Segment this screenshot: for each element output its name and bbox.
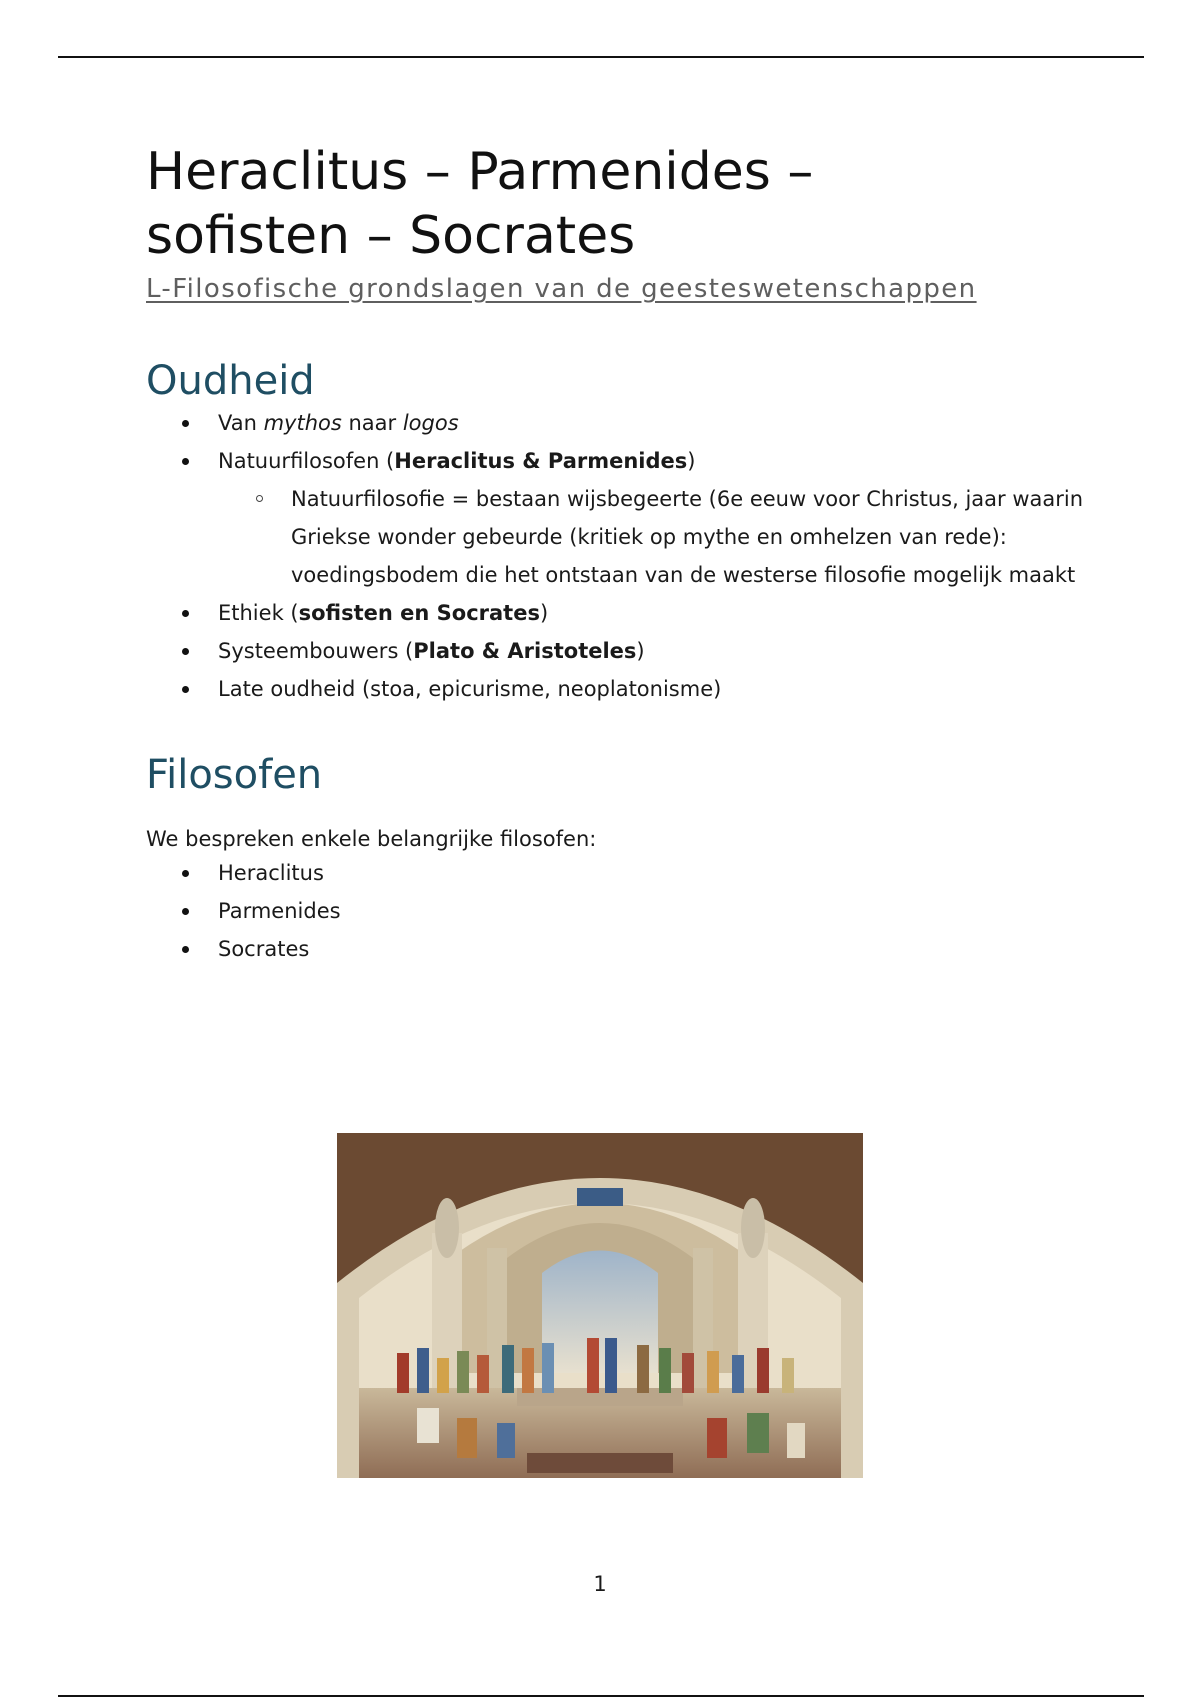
filosofen-intro: We bespreken enkele belangrijke filosofen: bbox=[146, 827, 597, 851]
heading-filosofen: Filosofen bbox=[146, 752, 323, 798]
title-line-2: sofisten – Socrates bbox=[146, 206, 636, 266]
bullet-icon bbox=[182, 420, 189, 427]
page-content bbox=[146, 140, 1084, 968]
list-item: Ethiek (sofisten en Socrates) bbox=[146, 594, 1076, 632]
bullet-icon bbox=[182, 946, 189, 953]
oudheid-list bbox=[146, 404, 1084, 708]
list-item: Van mythos naar logos bbox=[146, 404, 1076, 442]
circle-bullet-icon bbox=[256, 495, 263, 502]
school-of-athens-image bbox=[337, 1133, 863, 1478]
document-title bbox=[146, 140, 906, 268]
document-subtitle: L-Filosofische grondslagen van de geesteswetenschappen bbox=[146, 274, 977, 304]
page-number: 1 bbox=[593, 1572, 607, 1596]
bullet-icon bbox=[182, 908, 189, 915]
list-item: Natuurfilosofen (Heraclitus & Parmenides) Natuurfilosofie = bestaan wijsbegeerte (6e eeuw voor Christus, jaar waarin Griekse wonder gebeurde (kritiek op mythe en omhelzen van rede): voedingsbodem die het ontstaan van de westerse filosofie mogelijk maakt bbox=[146, 442, 1076, 594]
heading-oudheid: Oudheid bbox=[146, 358, 315, 404]
list-item: Systeembouwers (Plato & Aristoteles) bbox=[146, 632, 1076, 670]
title-line-1: Heraclitus – Parmenides – bbox=[146, 142, 814, 202]
list-item: Heraclitus bbox=[146, 854, 1076, 892]
bullet-icon bbox=[182, 686, 189, 693]
bullet-icon bbox=[182, 870, 189, 877]
bullet-icon bbox=[182, 458, 189, 465]
list-item: Parmenides bbox=[146, 892, 1076, 930]
sub-list-item: Natuurfilosofie = bestaan wijsbegeerte (6e eeuw voor Christus, jaar waarin Griekse wonder gebeurde (kritiek op mythe en omhelzen van rede): voedingsbodem die het ontstaan van de westerse filosofie mogelijk maakt bbox=[146, 480, 1101, 594]
list-item: Socrates bbox=[146, 930, 1076, 968]
footer-rule bbox=[58, 1695, 1144, 1697]
sub-list bbox=[218, 480, 1084, 594]
list-item: Late oudheid (stoa, epicurisme, neoplatonisme) bbox=[146, 670, 1076, 708]
bullet-icon bbox=[182, 610, 189, 617]
header-rule bbox=[58, 56, 1144, 58]
bullet-icon bbox=[182, 648, 189, 655]
filosofen-list bbox=[146, 854, 1076, 968]
